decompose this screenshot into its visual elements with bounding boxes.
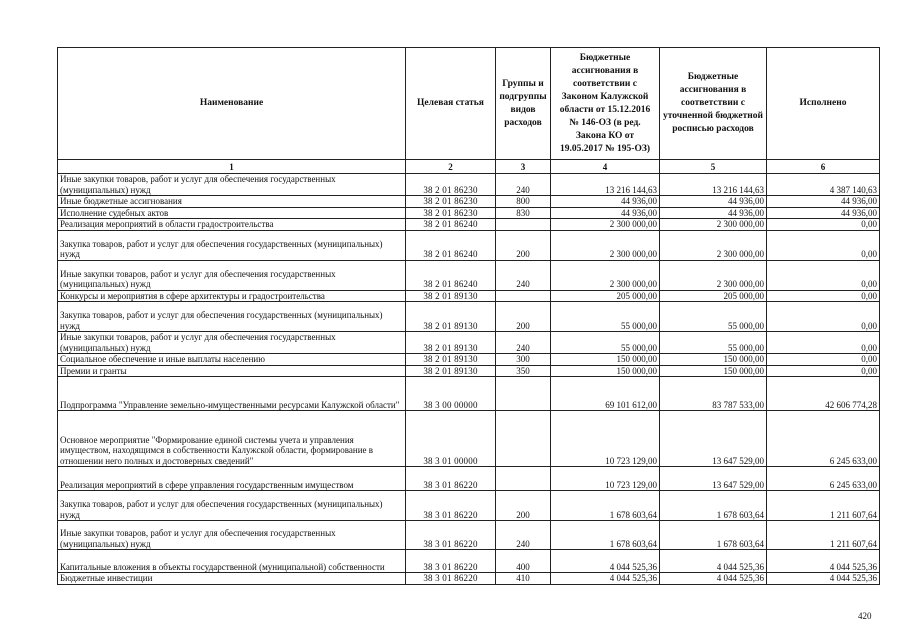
table-header-row <box>58 48 880 160</box>
row-name: Иные бюджетные ассигнования <box>58 196 406 208</box>
column-number: 2 <box>406 160 496 174</box>
row-executed: 0,00 <box>767 365 880 377</box>
row-group: 830 <box>496 207 551 219</box>
row-assign-law: 44 936,00 <box>551 207 660 219</box>
row-assign-list: 2 300 000,00 <box>660 219 767 231</box>
row-target-code: 38 2 01 89130 <box>406 332 496 354</box>
table-row <box>58 573 880 585</box>
header-assign-list: Бюджетные ассигнования в соответствии с уточненной бюджетной росписью расходов <box>660 48 767 160</box>
row-target-code: 38 2 01 89130 <box>406 354 496 366</box>
row-group <box>496 377 551 411</box>
row-name: Реализация мероприятий в сфере управления государственным имуществом <box>58 467 406 491</box>
row-target-code: 38 3 01 86220 <box>406 491 496 521</box>
row-name: Бюджетные инвестиции <box>58 573 406 585</box>
table-row <box>58 196 880 208</box>
row-name: Социальное обеспечение и иные выплаты населению <box>58 354 406 366</box>
row-target-code: 38 3 01 86220 <box>406 573 496 585</box>
column-number: 6 <box>767 160 880 174</box>
row-name: Реализация мероприятий в области градостроительства <box>58 219 406 231</box>
row-target-code: 38 2 01 86240 <box>406 219 496 231</box>
row-name: Иные закупки товаров, работ и услуг для обеспечения государственных (муниципальных) нужд <box>58 260 406 290</box>
row-assign-law: 4 044 525,36 <box>551 573 660 585</box>
row-group: 350 <box>496 365 551 377</box>
row-assign-law: 69 101 612,00 <box>551 377 660 411</box>
row-group: 400 <box>496 550 551 573</box>
row-assign-law: 10 723 129,00 <box>551 411 660 467</box>
row-assign-law: 4 044 525,36 <box>551 550 660 573</box>
row-group <box>496 411 551 467</box>
row-assign-list: 2 300 000,00 <box>660 230 767 260</box>
row-assign-list: 4 044 525,36 <box>660 573 767 585</box>
row-assign-list: 13 216 144,63 <box>660 174 767 196</box>
row-executed: 6 245 633,00 <box>767 411 880 467</box>
row-executed: 1 211 607,64 <box>767 521 880 550</box>
row-assign-law: 1 678 603,64 <box>551 521 660 550</box>
row-name: Иные закупки товаров, работ и услуг для обеспечения государственных (муниципальных) нужд <box>58 521 406 550</box>
row-group: 240 <box>496 174 551 196</box>
row-name: Закупка товаров, работ и услуг для обеспечения государственных (муниципальных) нужд <box>58 230 406 260</box>
column-number: 3 <box>496 160 551 174</box>
row-executed: 1 211 607,64 <box>767 491 880 521</box>
table-row <box>58 491 880 521</box>
row-assign-law: 205 000,00 <box>551 290 660 302</box>
row-assign-list: 1 678 603,64 <box>660 521 767 550</box>
row-assign-list: 13 647 529,00 <box>660 411 767 467</box>
row-executed: 0,00 <box>767 219 880 231</box>
column-number-row <box>58 160 880 174</box>
header-target: Целевая статья <box>406 48 496 160</box>
row-name: Конкурсы и мероприятия в сфере архитектуры и градостроительства <box>58 290 406 302</box>
row-name: Основное мероприятие "Формирование единой системы учета и управления имуществом, находящимся в собственности Калужской области, формирование в отношении него полных и достоверных сведений" <box>58 411 406 467</box>
row-target-code: 38 2 01 86230 <box>406 174 496 196</box>
column-number: 5 <box>660 160 767 174</box>
row-executed: 4 387 140,63 <box>767 174 880 196</box>
row-assign-list: 4 044 525,36 <box>660 550 767 573</box>
row-assign-list: 150 000,00 <box>660 354 767 366</box>
row-name: Закупка товаров, работ и услуг для обеспечения государственных (муниципальных) нужд <box>58 302 406 332</box>
row-executed: 44 936,00 <box>767 196 880 208</box>
row-target-code: 38 2 01 89130 <box>406 302 496 332</box>
table-row <box>58 411 880 467</box>
row-assign-law: 55 000,00 <box>551 332 660 354</box>
row-executed: 0,00 <box>767 332 880 354</box>
row-executed: 4 044 525,36 <box>767 573 880 585</box>
table-row <box>58 174 880 196</box>
row-assign-law: 44 936,00 <box>551 196 660 208</box>
row-name: Закупка товаров, работ и услуг для обеспечения государственных (муниципальных) нужд <box>58 491 406 521</box>
row-assign-list: 150 000,00 <box>660 365 767 377</box>
column-number: 1 <box>58 160 406 174</box>
row-assign-list: 55 000,00 <box>660 302 767 332</box>
page-number: 420 <box>858 611 872 621</box>
row-target-code: 38 3 01 86220 <box>406 467 496 491</box>
row-name: Иные закупки товаров, работ и услуг для обеспечения государственных (муниципальных) нужд <box>58 332 406 354</box>
row-group <box>496 467 551 491</box>
table-row <box>58 230 880 260</box>
row-executed: 42 606 774,28 <box>767 377 880 411</box>
table-row <box>58 521 880 550</box>
header-executed: Исполнено <box>767 48 880 160</box>
row-assign-list: 44 936,00 <box>660 196 767 208</box>
row-executed: 44 936,00 <box>767 207 880 219</box>
row-executed: 0,00 <box>767 302 880 332</box>
table-row <box>58 354 880 366</box>
row-assign-list: 13 647 529,00 <box>660 467 767 491</box>
row-target-code: 38 2 01 86230 <box>406 207 496 219</box>
row-target-code: 38 2 01 89130 <box>406 365 496 377</box>
table-row <box>58 365 880 377</box>
row-group: 300 <box>496 354 551 366</box>
header-name: Наименование <box>58 48 406 160</box>
row-assign-list: 1 678 603,64 <box>660 491 767 521</box>
row-assign-law: 13 216 144,63 <box>551 174 660 196</box>
table-row <box>58 550 880 573</box>
row-target-code: 38 3 01 86220 <box>406 550 496 573</box>
row-assign-law: 150 000,00 <box>551 354 660 366</box>
row-name: Иные закупки товаров, работ и услуг для обеспечения государственных (муниципальных) нужд <box>58 174 406 196</box>
row-assign-list: 2 300 000,00 <box>660 260 767 290</box>
row-assign-law: 10 723 129,00 <box>551 467 660 491</box>
table-row <box>58 207 880 219</box>
row-assign-law: 1 678 603,64 <box>551 491 660 521</box>
table-row <box>58 260 880 290</box>
row-executed: 6 245 633,00 <box>767 467 880 491</box>
row-executed: 0,00 <box>767 230 880 260</box>
row-group: 200 <box>496 230 551 260</box>
row-executed: 0,00 <box>767 290 880 302</box>
table-row <box>58 467 880 491</box>
row-target-code: 38 3 01 86220 <box>406 521 496 550</box>
row-assign-law: 150 000,00 <box>551 365 660 377</box>
row-assign-list: 55 000,00 <box>660 332 767 354</box>
budget-table <box>57 47 880 585</box>
row-group: 240 <box>496 260 551 290</box>
row-name: Подпрограмма "Управление земельно-имущественными ресурсами Калужской области" <box>58 377 406 411</box>
row-group: 200 <box>496 491 551 521</box>
header-groups: Группы и подгруппы видов расходов <box>496 48 551 160</box>
row-executed: 4 044 525,36 <box>767 550 880 573</box>
table-row <box>58 377 880 411</box>
row-group: 200 <box>496 302 551 332</box>
row-target-code: 38 2 01 89130 <box>406 290 496 302</box>
row-name: Капитальные вложения в объекты государственной (муниципальной) собственности <box>58 550 406 573</box>
row-target-code: 38 2 01 86240 <box>406 260 496 290</box>
row-group: 410 <box>496 573 551 585</box>
table-row <box>58 290 880 302</box>
row-target-code: 38 3 01 00000 <box>406 411 496 467</box>
row-assign-law: 2 300 000,00 <box>551 230 660 260</box>
row-group <box>496 290 551 302</box>
row-group: 800 <box>496 196 551 208</box>
row-target-code: 38 2 01 86230 <box>406 196 496 208</box>
row-target-code: 38 2 01 86240 <box>406 230 496 260</box>
row-assign-law: 2 300 000,00 <box>551 219 660 231</box>
row-group: 240 <box>496 332 551 354</box>
table-row <box>58 332 880 354</box>
row-group: 240 <box>496 521 551 550</box>
row-assign-law: 55 000,00 <box>551 302 660 332</box>
row-name: Исполнение судебных актов <box>58 207 406 219</box>
column-number: 4 <box>551 160 660 174</box>
table-row <box>58 219 880 231</box>
row-assign-list: 83 787 533,00 <box>660 377 767 411</box>
row-name: Премии и гранты <box>58 365 406 377</box>
table-row <box>58 302 880 332</box>
header-assign-law: Бюджетные ассигнования в соответствии с Законом Калужской области от 15.12.2016 № 146-ОЗ (в ред. Закона КО от 19.05.2017 № 195-ОЗ) <box>551 48 660 160</box>
row-assign-list: 44 936,00 <box>660 207 767 219</box>
row-assign-law: 2 300 000,00 <box>551 260 660 290</box>
row-group <box>496 219 551 231</box>
row-executed: 0,00 <box>767 260 880 290</box>
row-executed: 0,00 <box>767 354 880 366</box>
row-assign-list: 205 000,00 <box>660 290 767 302</box>
row-target-code: 38 3 00 00000 <box>406 377 496 411</box>
